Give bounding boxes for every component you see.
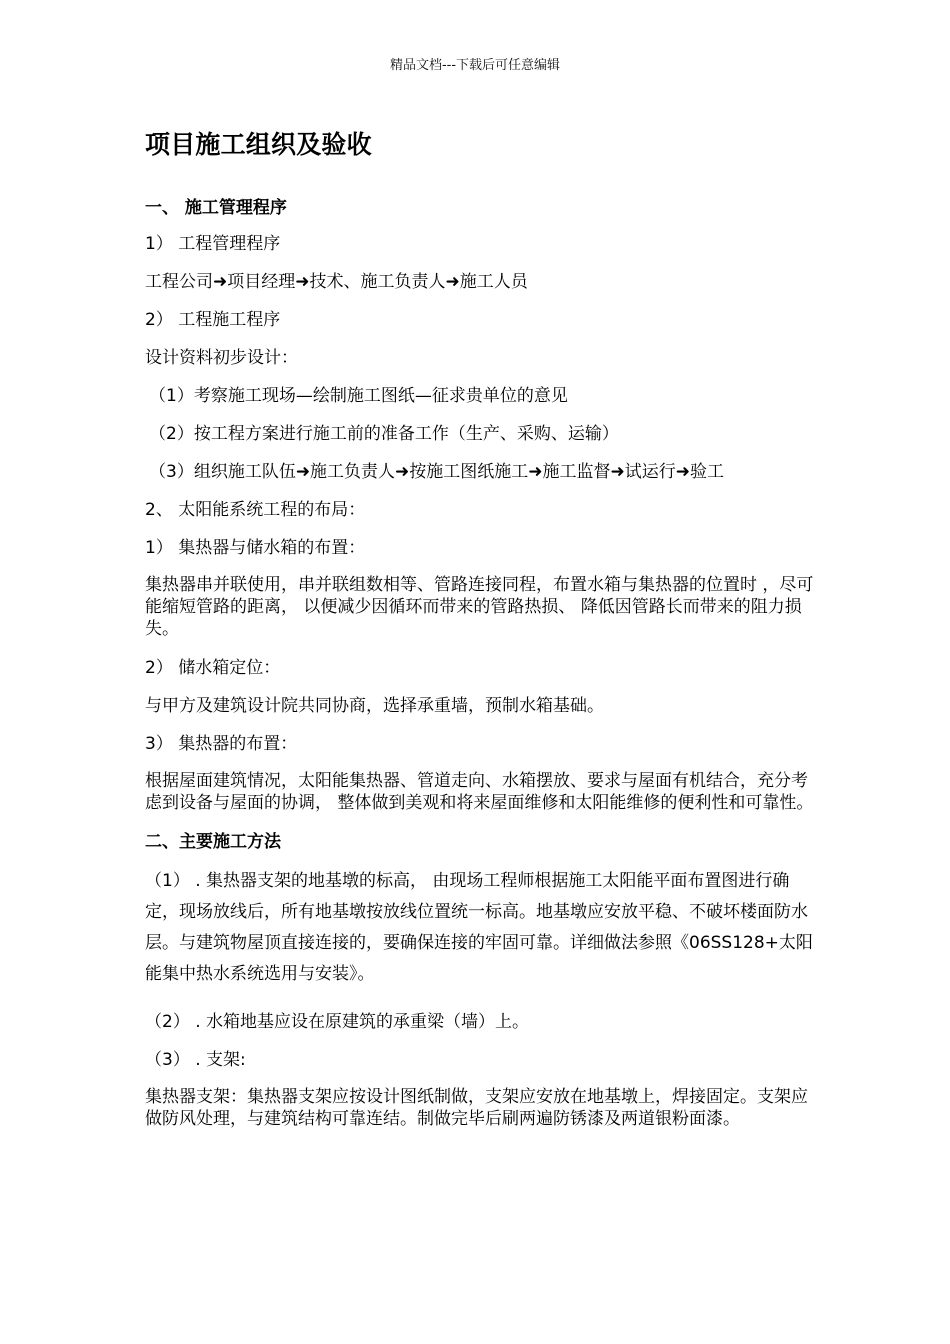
method-1-text: （1） . 集热器支架的地基墩的标高， 由现场工程师根据施工太阳能平面布置图进行确定，现场放线后，所有地基墩按放线位置统一标高。地基墩应安放平稳、不破坏楼面防水层。与建筑物屋顶直接连接的，要确保连接的牢固可靠。详细做法参照《06SS128+太阳能集中热水系统选用与安装》。 [145,871,813,984]
design-intro: 设计资料初步设计： [145,348,298,368]
layout-item-2: 2） 储水箱定位： [145,658,281,678]
management-item-1: 1） 工程管理程序 [145,234,281,254]
document-title: 项目施工组织及验收 [145,130,372,159]
layout-title: 2、 太阳能系统工程的布局： [145,500,366,520]
method-3-detail: 集热器支架：集热器支架应按设计图纸制做，支架应安放在地基墩上，焊接固定。支架应做防风处理，与建筑结构可靠连结。制做完毕后刷两遍防锈漆及两道银粉面漆。 [145,1087,808,1129]
design-step-2: （2）按工程方案进行施工前的准备工作（生产、采购、运输） [149,424,619,444]
layout-item-3-text: 根据屋面建筑情况，太阳能集热器、管道走向、水箱摆放、要求与屋面有机结合，充分考虑到设备与屋面的协调， 整体做到美观和将来屋面维修和太阳能维修的便利性和可靠性。 [145,771,814,813]
document-content [145,128,815,1146]
method-2-text: （2） . 水箱地基应设在原建筑的承重梁（墙）上。 [145,1012,530,1032]
layout-item-2-text: 与甲方及建筑设计院共同协商，选择承重墙，预制水箱基础。 [145,696,604,716]
page-header: 精品文档---下载后可任意编辑 [389,58,561,73]
layout-item-3: 3） 集热器的布置： [145,734,298,754]
management-item-2: 2） 工程施工程序 [145,310,281,330]
layout-item-1-text: 集热器串并联使用，串并联组数相等、管路连接同程，布置水箱与集热器的位置时 ，尽可能缩短管路的距离， 以便减少因循环而带来的管路热损、 降低因管路长而带来的阻力损失。 [145,575,814,639]
management-flow-text: 工程公司➜项目经理➜技术、施工负责人➜施工人员 [145,272,528,292]
design-step-3: （3）组织施工队伍➜施工负责人➜按施工图纸施工➜施工监督➜试运行➜验工 [149,462,725,482]
section-title-management-procedure: 一、 施工管理程序 [145,198,287,218]
design-step-1: （1）考察施工现场—绘制施工图纸—征求贵单位的意见 [149,386,568,406]
method-3-text: （3） . 支架: [145,1050,246,1070]
layout-item-1: 1） 集热器与储水箱的布置： [145,538,366,558]
section-title-main-methods: 二、主要施工方法 [145,832,281,852]
